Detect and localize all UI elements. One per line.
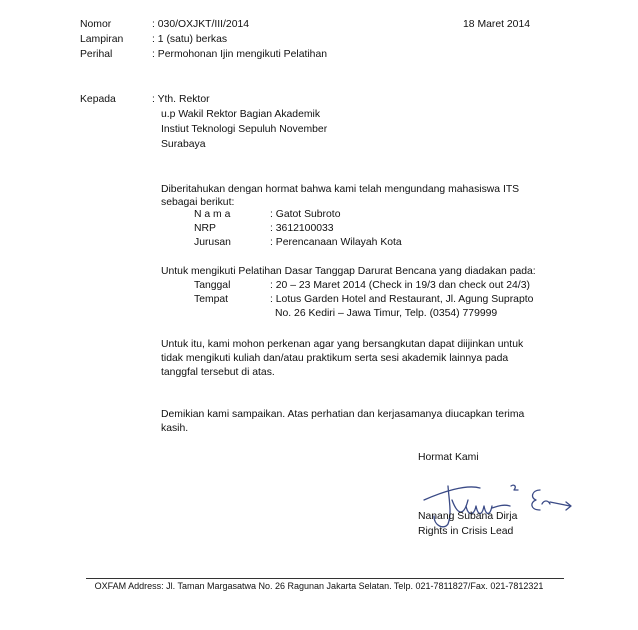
training-date-value: : 20 – 23 Maret 2014 (Check in 19/3 dan check out 24/3) xyxy=(270,280,530,291)
training-place-value: : Lotus Garden Hotel and Restaurant, Jl. Agung Suprapto xyxy=(270,294,534,305)
student-nrp-value: : 3612100033 xyxy=(270,223,334,234)
training-intro: Untuk mengikuti Pelatihan Dasar Tanggap Darurat Bencana yang diadakan pada: xyxy=(161,266,536,277)
student-nrp-label: NRP xyxy=(194,223,216,234)
student-jurusan-label: Jurusan xyxy=(194,237,231,248)
recipient-line: : Yth. Rektor xyxy=(152,94,210,105)
nomor-value: : 030/OXJKT/III/2014 xyxy=(152,19,250,30)
intro-line: Diberitahukan dengan hormat bahwa kami telah mengundang mahasiswa ITS xyxy=(161,184,520,195)
closing-line: kasih. xyxy=(161,423,189,434)
student-name-label: N a m a xyxy=(194,209,231,220)
lampiran-value: : 1 (satu) berkas xyxy=(152,34,228,45)
student-jurusan-value: : Perencanaan Wilayah Kota xyxy=(270,237,402,248)
intro-line: sebagai berikut: xyxy=(161,197,235,208)
perihal-value: : Permohonan Ijin mengikuti Pelatihan xyxy=(152,49,328,60)
request-line: Untuk itu, kami mohon perkenan agar yang bersangkutan dapat diijinkan untuk xyxy=(161,339,524,350)
student-name-value: : Gatot Subroto xyxy=(270,209,341,220)
sign-greeting: Hormat Kami xyxy=(418,452,479,463)
nomor-label: Nomor xyxy=(80,19,112,30)
recipient-line: Surabaya xyxy=(161,139,206,150)
request-line: tanggfal tersebut di atas. xyxy=(161,367,275,378)
training-place-label: Tempat xyxy=(194,294,229,305)
footer-address: OXFAM Address: Jl. Taman Margasatwa No. 26 Ragunan Jakarta Selatan. Telp. 021-7811827/Fax. 021-7812321 xyxy=(94,581,544,591)
kepada-label: Kepada xyxy=(80,94,116,105)
lampiran-label: Lampiran xyxy=(80,34,124,45)
letter-date: 18 Maret 2014 xyxy=(463,19,531,30)
training-date-label: Tanggal xyxy=(194,280,231,291)
training-address: No. 26 Kediri – Jawa Timur, Telp. (0354) 779999 xyxy=(275,308,498,319)
closing-line: Demikian kami sampaikan. Atas perhatian dan kerjasamanya diucapkan terima xyxy=(161,409,525,420)
recipient-line: u.p Wakil Rektor Bagian Akademik xyxy=(161,109,321,120)
signer-title: Rights in Crisis Lead xyxy=(418,526,514,537)
recipient-line: Instiut Teknologi Sepuluh November xyxy=(161,124,328,135)
signer-name: Nanang Subana Dirja xyxy=(418,511,518,522)
footer-divider xyxy=(86,578,564,579)
perihal-label: Perihal xyxy=(80,49,113,60)
request-line: tidak mengikuti kuliah dan/atau praktikum serta sesi akademik lainnya pada xyxy=(161,353,509,364)
